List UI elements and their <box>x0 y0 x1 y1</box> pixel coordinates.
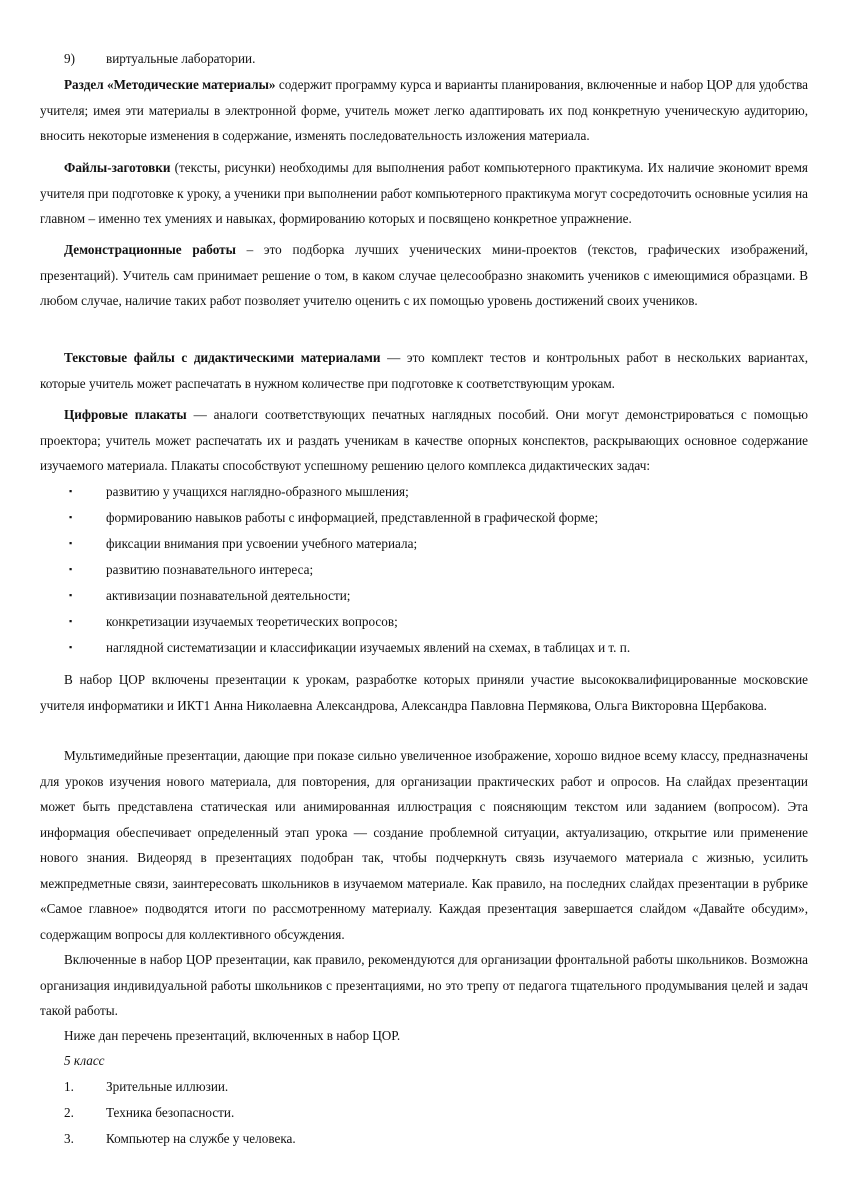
paragraph-multimedia <box>40 743 808 947</box>
numbered-text: Зрительные иллюзии. <box>106 1079 229 1094</box>
list-marker: 9) <box>64 51 75 66</box>
paragraph-posters <box>40 402 808 479</box>
list-item <box>40 46 808 72</box>
bullet-icon: ▪ <box>69 616 73 626</box>
list-marker: 3. <box>64 1131 74 1146</box>
grade-label: 5 класс <box>64 1053 105 1068</box>
bullet-icon: ▪ <box>69 590 73 600</box>
paragraph-textfiles <box>40 345 808 396</box>
paragraph-demo <box>40 237 808 314</box>
bullet-text: наглядной систематизации и классификации изучаемых явлений на схемах, в таблицах и т. п. <box>106 640 631 655</box>
paragraph-heading: Демонстрационные работы <box>64 242 236 257</box>
paragraph-authors <box>40 667 808 718</box>
paragraph-files <box>40 155 808 232</box>
bullet-text: активизации познавательной деятельности; <box>106 588 351 603</box>
paragraph-text: содержит программу курса и варианты планирования, включенные и набор ЦОР для удобства учителя; имея эти материалы в электронной форме, учитель может легко адаптировать их под конкретную ученическую аудиторию, вносить некоторые изменения в содержание, изменять последовательность изложения материала. <box>40 77 808 143</box>
paragraph-frontal <box>40 947 808 1024</box>
paragraph-list-intro <box>40 1023 808 1049</box>
bullet-item <box>40 479 808 505</box>
bullet-item <box>40 583 808 609</box>
list-marker: 2. <box>64 1105 74 1120</box>
numbered-item <box>40 1126 808 1152</box>
bullet-item <box>40 531 808 557</box>
list-marker: 1. <box>64 1079 74 1094</box>
numbered-text: Техника безопасности. <box>106 1105 235 1120</box>
bullet-icon: ▪ <box>69 512 73 522</box>
paragraph-heading: Раздел «Методические материалы» <box>64 77 276 92</box>
paragraph-text: Мультимедийные презентации, дающие при показе сильно увеличенное изображение, хорошо видное всему классу, предназначены для уроков изучения нового материала, для повторения, для организации практических работ и опросов. На слайдах презентации может быть представлена статическая или анимированная иллюстрация с поясняющим текстом или заданием (вопросом). Эта информация обеспечивает определенный этап урока — создание проблемной ситуации, актуализацию, открытие или применение нового знания. Видеоряд в презентациях подобран так, чтобы подчеркнуть связь изучаемого материала с жизнью, усилить межпредметные связи, заинтересовать школьников в изучаемом материале. Как правило, на последних слайдах презентации в рубрике «Самое главное» подводятся итоги по рассмотренному материалу. Каждая презентация завершается слайдом «Давайте обсудим», содержащим вопросы для коллективного обсуждения. <box>40 748 808 942</box>
bullet-icon: ▪ <box>69 642 73 652</box>
grade-heading <box>40 1048 808 1074</box>
bullet-item <box>40 609 808 635</box>
paragraph-methodical <box>40 72 808 149</box>
paragraph-text: (тексты, рисунки) необходимы для выполнения работ компьютерного практикума. Их наличие экономит время учителя при подготовке к уроку, а ученики при выполнении работ компьютерного практикума могут сосредоточить основные усилия на главном – именно тех умениях и навыках, формированию которых и посвящено конкретное упражнение. <box>40 160 808 226</box>
numbered-text: Компьютер на службе у человека. <box>106 1131 296 1146</box>
bullet-icon: ▪ <box>69 538 73 548</box>
bullet-text: развитию у учащихся наглядно-образного мышления; <box>106 484 409 499</box>
bullet-text: фиксации внимания при усвоении учебного материала; <box>106 536 418 551</box>
bullet-text: развитию познавательного интереса; <box>106 562 314 577</box>
paragraph-heading: Текстовые файлы с дидактическими материалами <box>64 350 381 365</box>
numbered-item <box>40 1100 808 1126</box>
numbered-item <box>40 1074 808 1100</box>
paragraph-text: Включенные в набор ЦОР презентации, как правило, рекомендуются для организации фронтальной работы школьников. Возможна организация индивидуальной работы школьников с презентациями, но это трепу от педагога тщательного продумывания целей и задач такой работы. <box>40 952 808 1018</box>
paragraph-text: Ниже дан перечень презентаций, включенных в набор ЦОР. <box>64 1028 401 1043</box>
paragraph-text: — это комплект тестов и контрольных работ в нескольких вариантах, которые учитель может распечатать в нужном количестве при подготовке к соответствующим урокам. <box>40 350 808 391</box>
paragraph-text: – это подборка лучших ученических мини-проектов (текстов, графических изображений, презентаций). Учитель сам принимает решение о том, в каком случае целесообразно знакомить учеников с имеющимися образцами. В любом случае, наличие таких работ позволяет учителю оценить с их помощью уровень достижений своих учеников. <box>40 242 809 308</box>
bullet-item <box>40 557 808 583</box>
paragraph-text: — аналоги соответствующих печатных наглядных пособий. Они могут демонстрироваться с помощью проектора; учитель может распечатать их и раздать ученикам в качестве опорных конспектов, раскрывающих основное содержание изучаемого материала. Плакаты способствуют успешному решению целого комплекса дидактических задач: <box>40 407 808 473</box>
paragraph-heading: Файлы-заготовки <box>64 160 171 175</box>
bullet-item <box>40 635 808 661</box>
list-item-text: виртуальные лаборатории. <box>106 51 256 66</box>
bullet-icon: ▪ <box>69 564 73 574</box>
bullet-icon: ▪ <box>69 486 73 496</box>
paragraph-heading: Цифровые плакаты <box>64 407 187 422</box>
bullet-text: формированию навыков работы с информацией, представленной в графической форме; <box>106 510 599 525</box>
paragraph-text: В набор ЦОР включены презентации к урокам, разработке которых приняли участие высококвалифицированные московские учителя информатики и ИКТ1 Анна Николаевна Александрова, Александра Павловна Пермякова, Ольга Викторовна Щербакова. <box>40 672 808 713</box>
bullet-item <box>40 505 808 531</box>
bullet-text: конкретизации изучаемых теоретических вопросов; <box>106 614 398 629</box>
